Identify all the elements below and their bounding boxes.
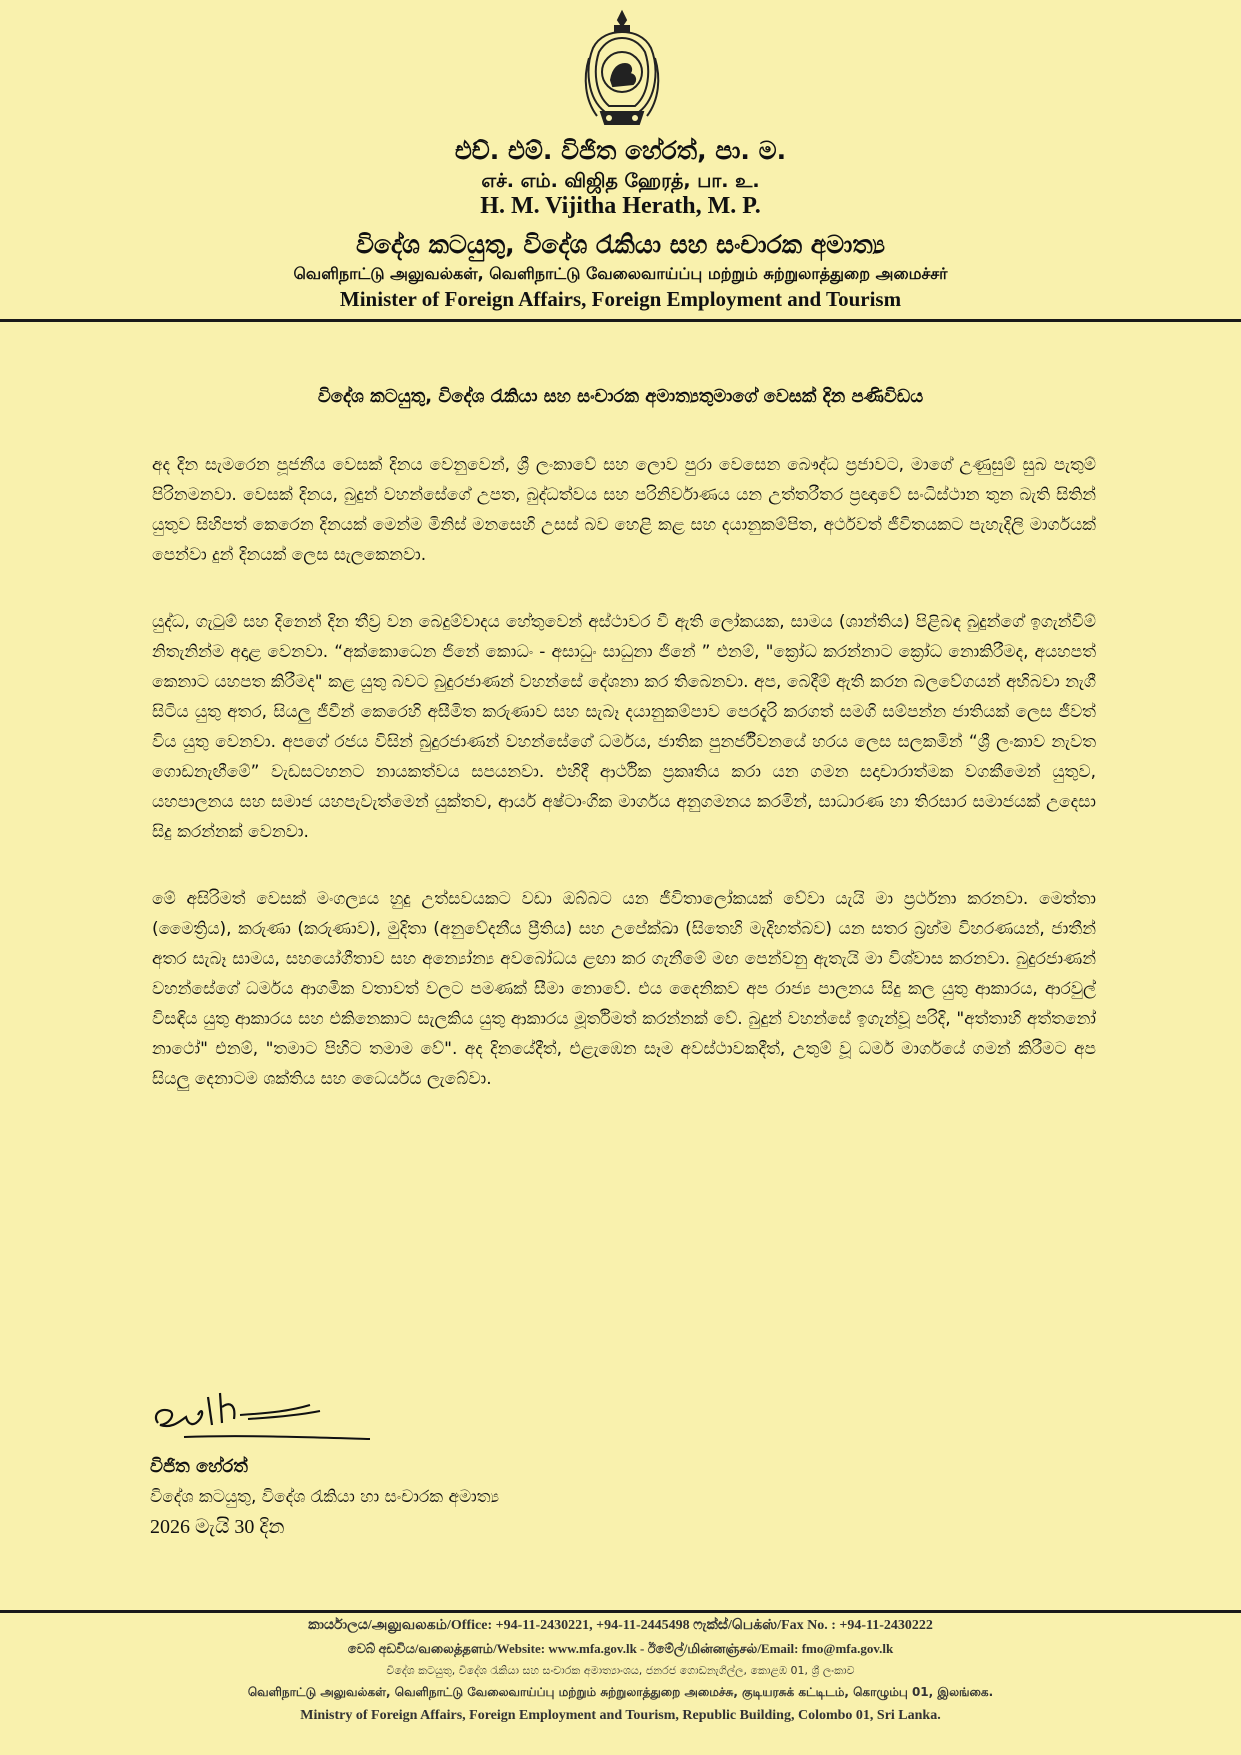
letter-date: 2026 මැයි 30 දින xyxy=(150,1516,285,1538)
minister-name-tamil: எச். எம். விஜித ஹேரத், பா. உ. xyxy=(481,170,760,192)
body-paragraph: අද දින සැමරෙන පූජනීය වෙසක් දිනය වෙනුවෙන්, ශ්‍රී ලංකාවේ සහ ලොව පුරා වෙසෙන බෞද්ධ ප්‍රජාවට, මාගේ උණුසුම් සුබ පැතුම් පිරිනමනවා. වෙසක් දිනය, බුදුන් වහන්සේගේ උපත, බුද්ධත්වය සහ පරිනිර්වාණය යන උත්තරීතර ප්‍රඥාවේ සංධිස්ථාන තුන බැති සිතින් යුතුව සිහිපත් කෙරෙන දිනයක් මෙන්ම මිනිස් මනසෙහි උසස් බව හෙළි කළ සහ දයානුකම්පිත, අර්ථවත් ජීවිතයකට පැහැදිලි මාර්ගයක් පෙන්වා දුන් දිනයක් ලෙස සැලකෙනවා. xyxy=(152,455,1096,565)
ministry-title-sinhala: විදේශ කටයුතු, විදේශ රැකියා සහ සංචාරක අමාත්‍ය xyxy=(355,230,886,259)
footer-address-sinhala: විදේශ කටයුතු, විදේශ රැකියා සහ සංචාරක අමාත්‍යාංශය, ජනරජ ගොඩනැගිල්ල, කොළඹ 01, ශ්‍රී ලංකාව xyxy=(386,1664,855,1677)
handwritten-signature xyxy=(150,1375,380,1445)
footer-contact-web: වෙබ් අඩවිය/வலைத்தளம்/Website: www.mfa.gov.lk - ඊමේල්/மின்னஞ்சல்/Email: fmo@mfa.gov.lk xyxy=(347,1641,894,1656)
message-title: විදේශ කටයුතු, විදේශ රැකියා සහ සංචාරක අමාත්‍යතුමාගේ වෙසක් දින පණිවිඩය xyxy=(317,386,924,407)
message-body xyxy=(152,450,1096,1131)
header-divider xyxy=(0,319,1241,322)
ministry-title-tamil: வெளிநாட்டு அலுவல்கள், வெளிநாட்டு வேலைவாய்ப்பு மற்றும் சுற்றுலாத்துறை அமைச்சர் xyxy=(293,264,948,283)
footer-address-english: Ministry of Foreign Affairs, Foreign Employment and Tourism, Republic Building, Colombo 01, Sri Lanka. xyxy=(300,1708,941,1723)
footer-address-tamil: வெளிநாட்டு அலுவல்கள், வெளிநாட்டு வேலைவாய்ப்பு மற்றும் சுற்றுலாத்துறை அமைச்சு, குடியரசுக் கட்டிடம், கொழும்பு 01, இலங்கை. xyxy=(247,1685,994,1699)
signatory-title: විදේශ කටයුතු, විදේශ රැකියා හා සංචාරක අමාත්‍ය xyxy=(150,1487,500,1507)
signatory-name: විජිත හේරත් xyxy=(150,1456,248,1477)
footer-contact-phone: කාර්යාලය/அலுவலகம்/Office: +94-11-2430221, +94-11-2445498 ෆැක්ස්/பெக்ஸ்/Fax No. : +94-11-2430222 xyxy=(308,1618,933,1633)
minister-name-english: H. M. Vijitha Herath, M. P. xyxy=(480,193,761,219)
body-paragraph: මේ අසිරිමත් වෙසක් මංගල්‍යය හුදු උත්සවයකට වඩා ඔබ්බට යන ජීවිතාලෝකයක් වේවා යැයි මා ප්‍රර්ථනා කරනවා. මෙත්තා (මෛත්‍රිය), කරුණා (කරුණාව), මුදිතා (අනුවේදනීය ප්‍රීතිය) සහ උපේක්ඛා (සිතෙහි මැදිහත්බව) යන සතර බ්‍රහ්ම විහරණයන්, ජාතීන් අතර සැබෑ සාමය, සහයෝගීතාව සහ අන්‍යෝන්‍ය අවබෝධය ළඟා කර ගැනීමේ මඟ පෙන්වනු ඇතැයි මා විශ්වාස කරනවා. බුදුරජාණන් වහන්සේගේ ධර්මය ආගමික වතාවත් වලට පමණක් සීමා නොවේ. එය දෛනිකව අප රාජ්‍ය පාලනය සිදු කල යුතු ආකාරය, ආරවුල් විසඳිය යුතු ආකාරය සහ එකිනෙකාට සැලකිය යුතු ආකාරය මූර්තිමත් කරන්නක් වේ. බුදුන් වහන්සේ ඉගැන්වූ පරිදි, "අත්තාහි අත්තනෝ නාථෝ" එනම්, "තමාට පිහිට තමාම වේ". අද දිනයේදීත්, එළැඹෙන සෑම අවස්ථාවකදීත්, උතුම් වූ ධර්ම මාර්ගයේ ගමන් කිරීමට අප සියලු දෙනාටම ශක්තිය සහ ධෛර්යය ලැබේවා. xyxy=(152,889,1096,1089)
footer-divider xyxy=(0,1610,1241,1613)
body-paragraph: යුද්ධ, ගැටුම් සහ දිනෙන් දින තීව්‍ර වන බෙදුම්වාදය හේතුවෙන් අස්ථාවර වී ඇති ලෝකයක, සාමය (ශාන්තිය) පිළිබඳ බුදුන්ගේ ඉගැන්වීම් නිතැනින්ම අදාළ වෙනවා. “අක්කොධෙන ජිනේ කොධං - අසාධුං සාධුනා ජිනේ ” එනම්, "ක්‍රෝධ කරන්නාට ක්‍රෝධ නොකිරීමද, අයහපත් කෙනාට යහපත කිරීමද" කළ යුතු බවට බුදුරජාණන් වහන්සේ දේශනා කර තිබෙනවා. අප, බෙදීම් ඇති කරන බලවේගයන් අභිබවා නැගී සිටිය යුතු අතර, සියලු ජීවීන් කෙරෙහි අසීමිත කරුණාව සහ සැබෑ දයානුකම්පාව පෙරදැරි කරගත් සමගි සම්පන්න ජාතියක් ලෙස ජීවත් විය යුතු වෙනවා. අපගේ රජය විසින් බුදුරජාණන් වහන්සේගේ ධර්මය, ජාතික පුනර්ජීවනයේ හරය ලෙස සලකමින් “ශ්‍රී ලංකාව නැවත ගොඩනැඟීමේ” වැඩසටහනට නායකත්වය සපයනවා. එහිදී ආර්ථික ප්‍රකෘතිය කරා යන ගමන සදාචාරාත්මක වගකීමෙන් යුතුව, යහපාලනය සහ සමාජ යහපැවැත්මෙන් යුක්තව, ආර්ය අෂ්ටාංගික මාර්ගය අනුගමනය කරමින්, සාධාරණ හා තිරසාර සමාජයක් උදෙසා සිදු කරන්නක් වෙනවා. xyxy=(152,612,1096,842)
sri-lanka-emblem-icon xyxy=(575,8,669,132)
minister-name-sinhala: එච්. එම්. විජිත හේරත්, පා. ම. xyxy=(454,136,787,165)
ministry-title-english: Minister of Foreign Affairs, Foreign Employment and Tourism xyxy=(339,287,902,311)
